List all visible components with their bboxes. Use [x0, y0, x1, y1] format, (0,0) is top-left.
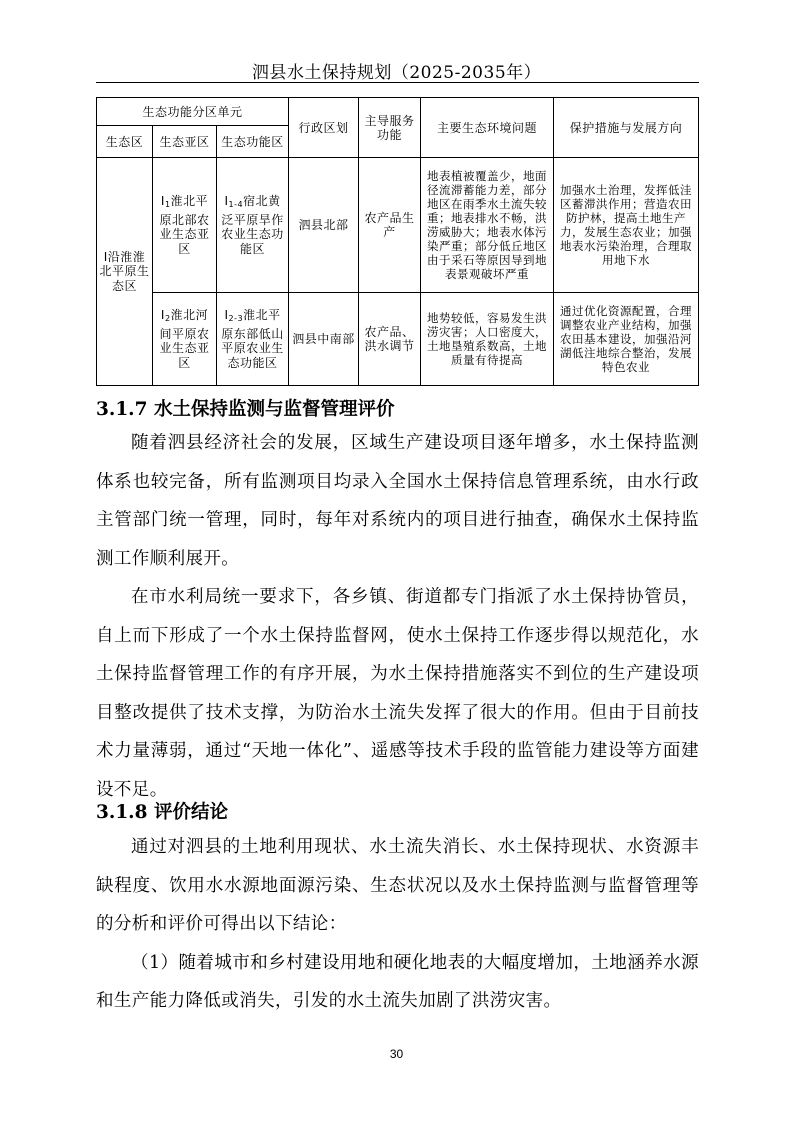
subzone-cell: $I_2$淮北河间平原农业生态亚区	[153, 293, 217, 386]
col-header-problems: 主要生态环境问题	[421, 98, 554, 158]
running-header: 泗县水土保持规划（2025-2035年）	[251, 63, 542, 83]
section-heading-3-1-7: 3.1.7 水土保持监测与监督管理评价	[96, 399, 395, 420]
eco-zoning-table	[96, 97, 699, 386]
admin-cell: 泗县北部	[289, 158, 359, 293]
problems-cell: 地势较低，容易发生洪涝灾害；人口密度大，土地垦殖系数高，土地质量有待提高	[421, 293, 554, 386]
col-header-function-zone: 生态功能区	[217, 126, 289, 158]
service-cell: 农产品、洪水调节	[359, 293, 421, 386]
header-rule	[96, 82, 699, 83]
measures-cell: 通过优化资源配置，合理调整农业产业结构，加强农田基本建设，加强沿河湖低注地综合整治，发展特色农业	[554, 293, 699, 386]
page-number: 30	[389, 1047, 404, 1061]
measures-cell: 加强水土治理，发挥低洼区蓄滞洪作用；营造农田防护林，提高土地生产力，发展生态农业；加强地表水污染治理，合理取用地下水	[554, 158, 699, 293]
subzone-cell: $I_1$淮北平原北部农业生态亚区	[153, 158, 217, 293]
section-3-1-7-body	[96, 424, 699, 809]
section-3-1-8-body	[96, 828, 699, 1021]
zone-name-cell: I沿淮淮北平原生态区	[97, 158, 153, 386]
service-cell: 农产品生产	[359, 158, 421, 293]
table-group-header: 生态功能分区单元	[97, 98, 289, 126]
function-zone-cell: $I_{1-4}$宿北黄泛平原旱作农业生态功能区	[217, 158, 289, 293]
col-header-admin: 行政区划	[289, 98, 359, 158]
paragraph: 在市水利局统一要求下，各乡镇、街道都专门指派了水土保持协管员，自上而下形成了一个水土保持监督网，使水土保持工作逐步得以规范化，水土保持监督管理工作的有序开展，为水土保持措施落实不到位的生产建设项目整改提供了技术支撑，为防治水土流失发挥了很大的作用。但由于目前技术力量薄弱，通过“天地一体化”、遥感等技术手段的监管能力建设等方面建设不足。	[96, 587, 699, 800]
col-header-subzone: 生态亚区	[153, 126, 217, 158]
admin-cell: 泗县中南部	[289, 293, 359, 386]
col-header-measures: 保护措施与发展方向	[554, 98, 699, 158]
paragraph: 随着泗县经济社会的发展，区域生产建设项目逐年增多，水土保持监测体系也较完备，所有监测项目均录入全国水土保持信息管理系统，由水行政主管部门统一管理，同时，每年对系统内的项目进行抽查，确保水土保持监测工作顺利展开。	[96, 433, 699, 569]
function-zone-cell: $I_{2-3}$淮北平原东部低山平原农业生态功能区	[217, 293, 289, 386]
col-header-zone: 生态区	[97, 126, 153, 158]
table-row	[97, 158, 699, 293]
table-row	[97, 293, 699, 386]
paragraph: 通过对泗县的土地利用现状、水土流失消长、水土保持现状、水资源丰缺程度、饮用水水源地面源污染、生态状况以及水土保持监测与监督管理等的分析和评价可得出以下结论：	[96, 837, 699, 934]
problems-cell: 地表植被覆盖少，地面径流滞蓄能力差，部分地区在雨季水土流失较重；地表排水不畅，洪涝威胁大；地表水体污染严重；部分低丘地区由于采石等原因导到地表景观破坏严重	[421, 158, 554, 293]
col-header-service: 主导服务功能	[359, 98, 421, 158]
section-heading-3-1-8: 3.1.8 评价结论	[96, 802, 228, 823]
paragraph: （1）随着城市和乡村建设用地和硬化地表的大幅度增加，土地涵养水源和生产能力降低或消失，引发的水土流失加剧了洪涝灾害。	[96, 952, 699, 1011]
